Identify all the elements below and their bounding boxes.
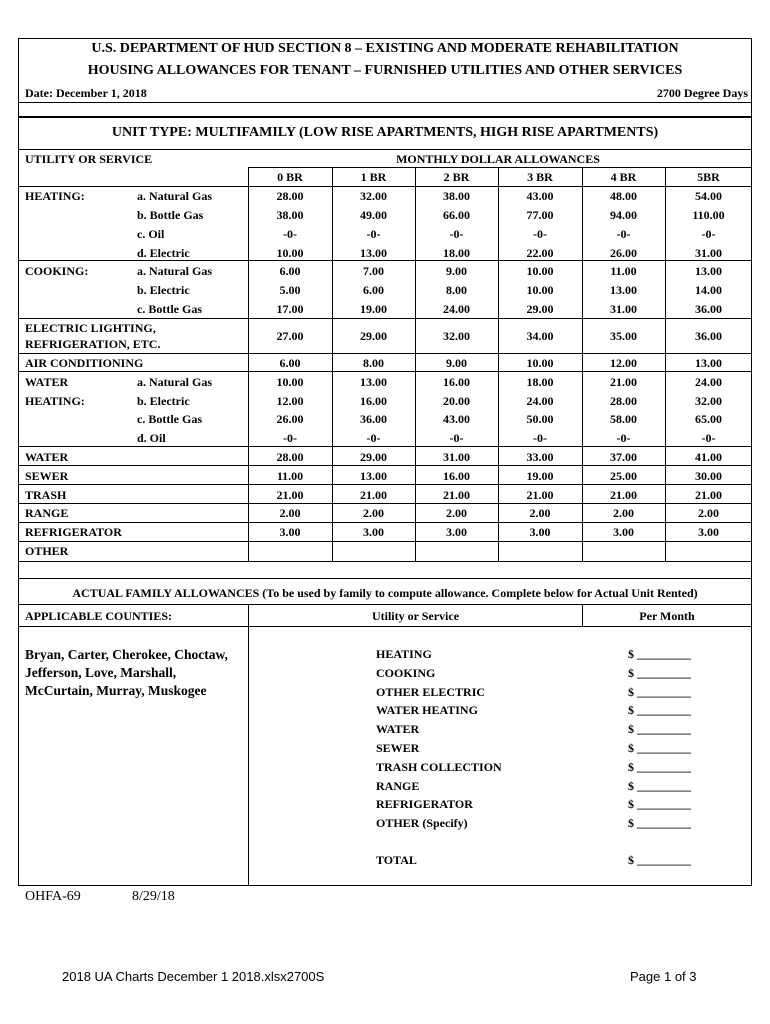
allowance-value: 18.00: [526, 375, 554, 389]
date-label: Date: December 1, 2018: [25, 86, 147, 100]
divider: [18, 186, 752, 187]
divider: [18, 626, 752, 627]
allowance-value: 94.00: [610, 208, 637, 222]
allowance-value: 32.00: [695, 394, 722, 408]
allowance-value: 77.00: [526, 208, 554, 222]
allowance-value: 11.00: [276, 469, 304, 483]
allowance-value: 18.00: [443, 246, 470, 260]
service-label: REFRIGERATOR: [376, 797, 473, 812]
counties-list: [25, 646, 228, 700]
allowance-value: -0-: [701, 227, 716, 241]
allowance-value: 21.00: [526, 488, 554, 502]
br-header: 1 BR: [360, 170, 387, 184]
actual-allowances-title: ACTUAL FAMILY ALLOWANCES (To be used by family to compute allowance. Complete below for Actual Unit Rented): [72, 586, 698, 600]
allowance-value: 11.00: [610, 264, 637, 278]
service-label: COOKING: [376, 665, 436, 680]
allowance-value: 16.00: [443, 469, 470, 483]
row-category: RANGE: [25, 506, 69, 520]
row-category: WATER: [25, 375, 69, 389]
county-line: Jefferson, Love, Marshall,: [25, 665, 177, 680]
allowance-value: 31.00: [443, 450, 470, 464]
allowance-value: 19.00: [526, 469, 554, 483]
row-subitem: b. Electric: [137, 283, 190, 297]
row-divider: [18, 353, 752, 354]
allowance-value: 6.00: [363, 283, 384, 297]
allowance-value: 21.00: [695, 488, 722, 502]
allowance-value: 6.00: [279, 264, 301, 278]
allowance-value: 8.00: [446, 283, 467, 297]
allowance-value: 10.00: [526, 264, 554, 278]
allowance-value: 37.00: [610, 450, 637, 464]
row-category: TRASH: [25, 488, 67, 502]
county-line: McCurtain, Murray, Muskogee: [25, 683, 207, 698]
total-amount-blank: $ _________: [628, 853, 691, 867]
column-divider: [582, 167, 583, 561]
allowance-value: 34.00: [526, 329, 554, 343]
amount-blank: $ _________: [628, 703, 691, 718]
divider: [18, 578, 752, 579]
allowance-value: 30.00: [695, 469, 722, 483]
allowance-value: 29.00: [360, 450, 387, 464]
allowance-value: 10.00: [526, 356, 554, 370]
allowance-value: 3.00: [698, 525, 719, 539]
row-divider: [18, 522, 752, 523]
allowance-value: 21.00: [276, 488, 304, 502]
total-label: TOTAL: [376, 853, 417, 867]
row-subitem: a. Natural Gas: [137, 264, 212, 278]
allowance-value: 43.00: [526, 189, 554, 203]
allowance-value: 3.00: [279, 525, 301, 539]
allowance-value: 21.00: [610, 488, 637, 502]
allowance-value: 21.00: [360, 488, 387, 502]
row-category: ELECTRIC LIGHTING,: [25, 321, 156, 335]
allowance-value: 12.00: [610, 356, 637, 370]
footer-filename: 2018 UA Charts December 1 2018.xlsx2700S: [62, 969, 325, 984]
amount-blank: $ _________: [628, 684, 691, 699]
allowance-value: 2.00: [446, 506, 467, 520]
amount-blank: $ _________: [628, 647, 691, 661]
row-subitem: b. Bottle Gas: [137, 208, 204, 222]
allowance-value: 22.00: [526, 246, 554, 260]
allowance-value: -0-: [283, 431, 297, 445]
title-line-1: U.S. DEPARTMENT OF HUD SECTION 8 – EXISTING AND MODERATE REHABILITATION: [91, 41, 679, 56]
allowance-value: 13.00: [695, 356, 722, 370]
allowance-value: 21.00: [443, 488, 470, 502]
allowance-value: 31.00: [610, 302, 637, 316]
allowance-value: 29.00: [360, 329, 387, 343]
allowance-value: 2.00: [363, 506, 384, 520]
br-header: 0 BR: [277, 170, 303, 184]
service-label: OTHER ELECTRIC: [376, 684, 486, 699]
divider: [18, 116, 752, 118]
row-category: REFRIGERATOR: [25, 525, 122, 539]
allowance-value: 9.00: [446, 356, 467, 370]
allowance-value: 49.00: [360, 208, 387, 222]
allowance-value: 13.00: [360, 246, 387, 260]
divider: [18, 149, 752, 150]
page-number: Page 1 of 3: [630, 969, 697, 984]
allowance-value: 16.00: [443, 375, 470, 389]
allowance-value: 29.00: [526, 302, 554, 316]
row-subitem: b. Electric: [137, 394, 190, 408]
row-category: HEATING:: [25, 394, 85, 408]
degree-days: 2700 Degree Days: [656, 86, 748, 100]
row-category: COOKING:: [25, 264, 89, 278]
allowance-value: 3.00: [529, 525, 551, 539]
form-id: OHFA-69: [25, 889, 81, 904]
allowance-value: 25.00: [610, 469, 637, 483]
allowance-value: -0-: [449, 227, 464, 241]
service-label: HEATING: [376, 647, 432, 661]
amount-blank: $ _________: [628, 741, 691, 755]
allowance-value: 2.00: [279, 506, 301, 520]
allowance-value: 2.00: [698, 506, 719, 520]
row-category: OTHER: [25, 544, 69, 558]
allowance-value: 10.00: [276, 375, 304, 389]
column-divider: [498, 167, 499, 561]
allowance-value: 38.00: [276, 208, 304, 222]
allowance-value: 36.00: [360, 412, 387, 426]
row-category-2: REFRIGERATION, ETC.: [25, 337, 161, 351]
divider: [248, 167, 752, 168]
service-label: TRASH COLLECTION: [376, 759, 502, 774]
form-date: 8/29/18: [132, 889, 175, 904]
row-subitem: c. Bottle Gas: [137, 412, 202, 426]
row-subitem: c. Oil: [137, 227, 165, 241]
row-category: HEATING:: [25, 189, 85, 203]
allowance-value: 54.00: [695, 189, 722, 203]
allowance-value: -0-: [533, 227, 547, 241]
divider: [18, 604, 752, 605]
row-category: SEWER: [25, 469, 69, 483]
allowance-value: 28.00: [610, 394, 637, 408]
title-line-2: HOUSING ALLOWANCES FOR TENANT – FURNISHED UTILITIES AND OTHER SERVICES: [87, 63, 683, 78]
allowance-value: 5.00: [279, 283, 301, 297]
col-header-per-month: Per Month: [639, 609, 695, 623]
allowance-value: 28.00: [276, 189, 304, 203]
col-header-monthly: MONTHLY DOLLAR ALLOWANCES: [396, 152, 600, 166]
allowance-value: 27.00: [276, 329, 304, 343]
allowance-value: 13.00: [360, 375, 387, 389]
column-divider: [415, 167, 416, 561]
row-divider: [18, 465, 752, 466]
br-header: 3 BR: [527, 170, 553, 184]
column-divider: [332, 167, 333, 561]
row-divider: [18, 318, 752, 319]
allowance-value: 36.00: [695, 302, 722, 316]
allowance-value: 24.00: [526, 394, 554, 408]
allowance-value: 2.00: [529, 506, 551, 520]
amount-blank: $ _________: [628, 797, 691, 812]
br-header: 4 BR: [610, 170, 637, 184]
allowance-value: 50.00: [526, 412, 554, 426]
amount-blank: $ _________: [628, 778, 691, 793]
allowance-value: 32.00: [443, 329, 470, 343]
allowance-value: -0-: [616, 227, 631, 241]
row-category: WATER: [25, 450, 69, 464]
amount-blank: $ _________: [628, 816, 691, 831]
allowance-value: 41.00: [695, 450, 722, 464]
allowance-value: 3.00: [613, 525, 634, 539]
allowance-value: -0-: [449, 431, 464, 445]
allowance-value: 24.00: [443, 302, 470, 316]
allowance-value: 3.00: [446, 525, 467, 539]
row-divider: [18, 371, 752, 372]
column-divider: [665, 167, 666, 561]
divider: [18, 561, 752, 562]
allowance-value: 32.00: [360, 189, 387, 203]
allowance-value: 6.00: [279, 356, 301, 370]
allowance-value: 19.00: [360, 302, 387, 316]
allowance-value: 16.00: [360, 394, 387, 408]
allowance-value: -0-: [366, 227, 381, 241]
allowance-value: -0-: [533, 431, 547, 445]
allowance-value: 21.00: [610, 375, 637, 389]
row-subitem: d. Oil: [137, 431, 166, 445]
amount-blank: $ _________: [628, 759, 691, 774]
row-subitem: c. Bottle Gas: [137, 302, 202, 316]
allowance-value: 66.00: [443, 208, 470, 222]
allowance-value: 26.00: [276, 412, 304, 426]
allowance-value: 12.00: [276, 394, 304, 408]
allowance-value: 14.00: [695, 283, 722, 297]
unit-type-heading: UNIT TYPE: MULTIFAMILY (LOW RISE APARTMENTS, HIGH RISE APARTMENTS): [111, 125, 659, 140]
divider: [18, 102, 752, 103]
allowance-value: 28.00: [276, 450, 304, 464]
allowance-value: 13.00: [360, 469, 387, 483]
allowance-value: -0-: [701, 431, 716, 445]
allowance-value: 31.00: [695, 246, 722, 260]
service-label: OTHER (Specify): [376, 816, 468, 831]
allowance-value: 43.00: [443, 412, 470, 426]
service-label: SEWER: [376, 741, 420, 755]
divider: [248, 604, 249, 886]
allowance-value: 8.00: [363, 356, 384, 370]
row-category: AIR CONDITIONING: [25, 356, 144, 370]
allowance-value: -0-: [616, 431, 631, 445]
col-header-utility: UTILITY OR SERVICE: [25, 152, 153, 166]
allowance-value: 65.00: [695, 412, 722, 426]
service-label: WATER HEATING: [376, 703, 478, 718]
row-divider: [18, 446, 752, 447]
allowance-value: 13.00: [610, 283, 637, 297]
allowance-value: 9.00: [446, 264, 467, 278]
row-divider: [18, 503, 752, 504]
col-header-counties: APPLICABLE COUNTIES:: [25, 609, 173, 623]
row-divider: [18, 260, 752, 261]
column-divider: [248, 167, 249, 561]
col-header-utility-service: Utility or Service: [371, 609, 460, 623]
row-subitem: d. Electric: [137, 246, 190, 260]
allowance-value: 58.00: [610, 412, 637, 426]
allowance-value: 10.00: [526, 283, 554, 297]
allowance-value: 110.00: [692, 208, 725, 222]
amount-blank: $ _________: [628, 665, 691, 680]
br-header: 5BR: [697, 170, 720, 184]
allowance-value: 36.00: [695, 329, 722, 343]
row-subitem: a. Natural Gas: [137, 375, 212, 389]
allowance-value: 2.00: [613, 506, 634, 520]
allowance-value: 13.00: [695, 264, 722, 278]
allowance-value: 38.00: [443, 189, 470, 203]
row-divider: [18, 484, 752, 485]
divider: [582, 604, 583, 626]
allowance-value: -0-: [366, 431, 381, 445]
allowance-value: 48.00: [610, 189, 637, 203]
allowance-value: 33.00: [526, 450, 554, 464]
row-subitem: a. Natural Gas: [137, 189, 212, 203]
allowance-value: 35.00: [610, 329, 637, 343]
row-divider: [18, 541, 752, 542]
county-line: Bryan, Carter, Cherokee, Choctaw,: [25, 647, 228, 662]
br-header: 2 BR: [443, 170, 470, 184]
amount-blank: $ _________: [628, 722, 691, 737]
service-label: WATER: [376, 722, 420, 737]
allowance-value: 7.00: [363, 264, 384, 278]
allowance-value: 10.00: [276, 246, 304, 260]
allowance-value: -0-: [283, 227, 297, 241]
allowance-value: 24.00: [695, 375, 722, 389]
service-label: RANGE: [376, 778, 420, 793]
allowance-value: 3.00: [363, 525, 384, 539]
allowance-value: 17.00: [276, 302, 304, 316]
allowance-value: 26.00: [610, 246, 637, 260]
allowance-value: 20.00: [443, 394, 470, 408]
